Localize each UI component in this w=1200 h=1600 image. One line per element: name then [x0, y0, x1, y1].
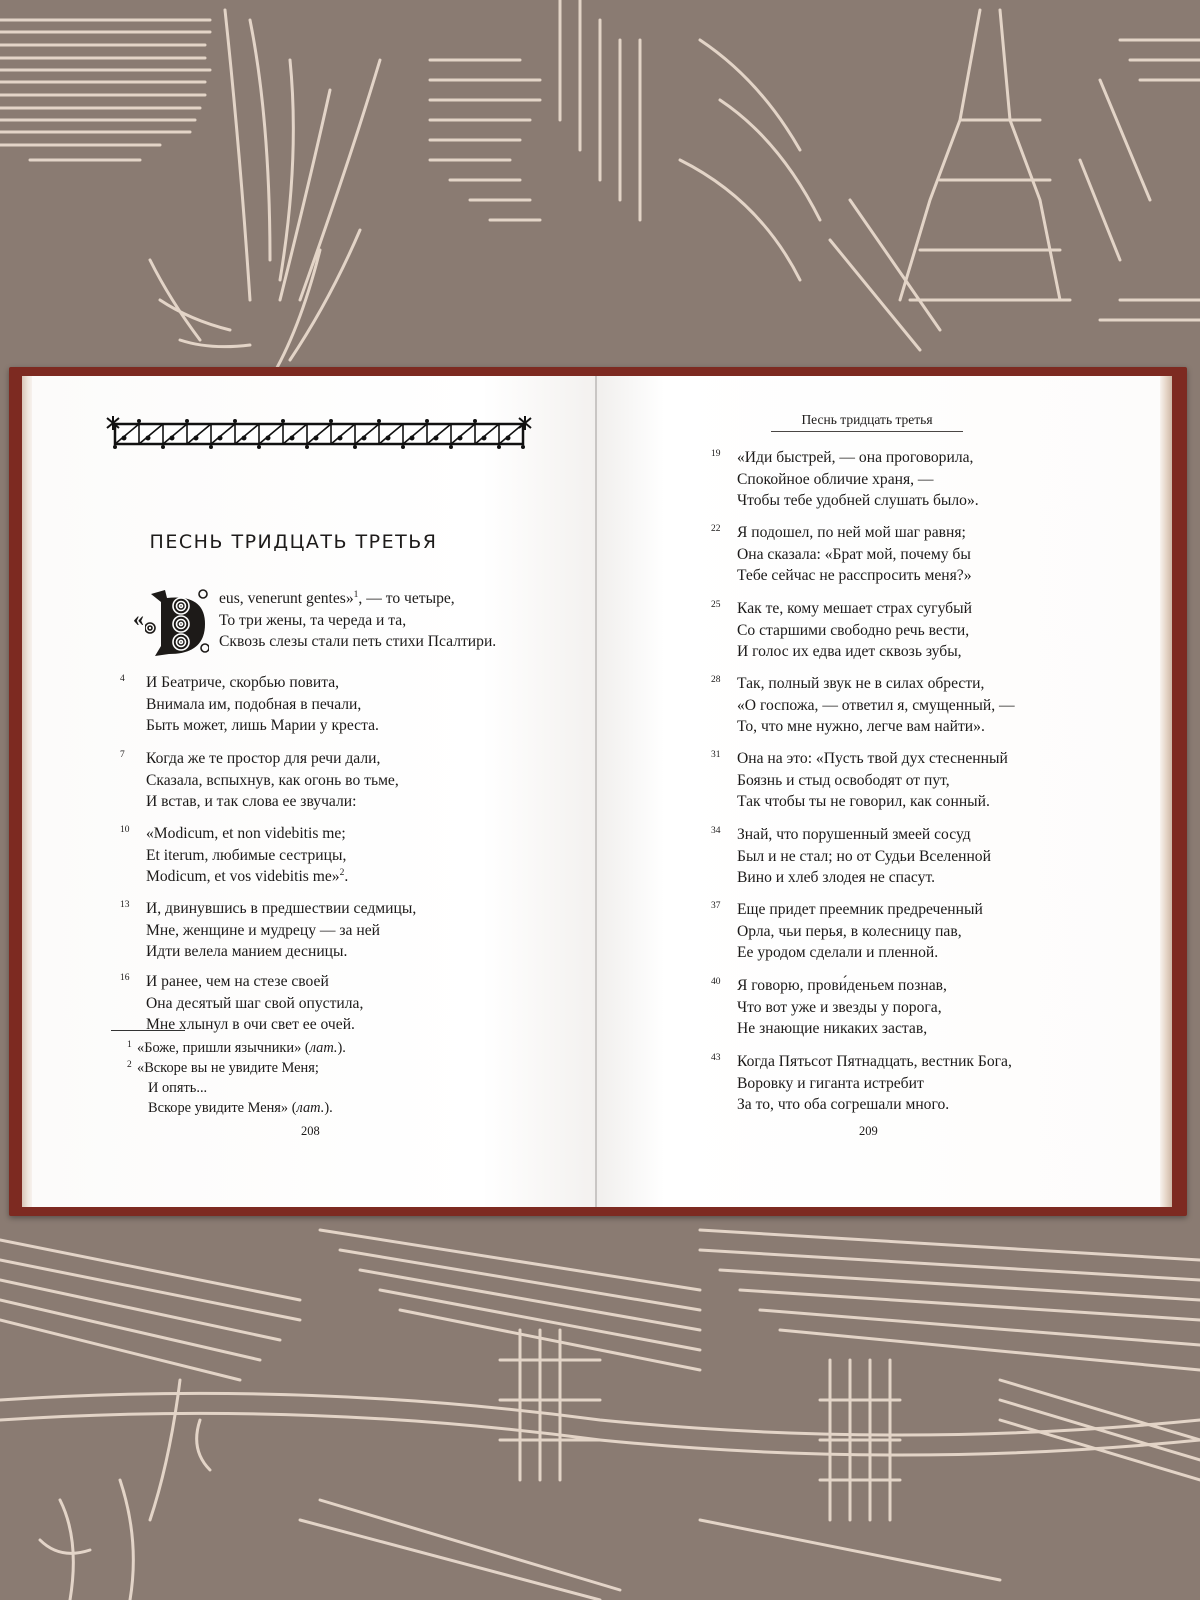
verse-line: Мне, женщине и мудрецу — за ней	[146, 921, 380, 939]
page-number-left: 208	[301, 1124, 320, 1138]
open-quote: «	[133, 606, 144, 631]
footnote-2-line: И опять...	[148, 1080, 208, 1096]
verse-line: То, что мне нужно, легче вам найти».	[737, 718, 985, 735]
stanza-22	[711, 522, 972, 587]
verse-line: eus, venerunt gentes»$^1$, — то четыре,	[219, 590, 455, 607]
verse-line: Она десятый шаг свой опустила,	[146, 994, 364, 1012]
stanza-13	[120, 898, 417, 963]
line-number: 34	[711, 826, 721, 836]
verse-line: Когда Пятьсот Пятнадцать, вестник Бога,	[737, 1053, 1012, 1070]
verse-line: Внимала им, подобная в печали,	[146, 695, 362, 713]
verse-line: И встав, и так слова ее звучали:	[146, 793, 357, 810]
stanza-4	[120, 672, 379, 737]
verse-line: Не знающие никаких застав,	[737, 1020, 928, 1037]
running-head: Песнь тридцать третья	[771, 412, 963, 432]
verse-line: Я подошел, по ней мой шаг равня;	[737, 524, 966, 541]
verse-line: Она сказала: «Брат мой, почему бы	[737, 545, 971, 563]
verse-line: Мне хлынул в очи свет ее очей.	[146, 1016, 355, 1033]
verse-line: Et iterum, любимые сестрицы,	[146, 846, 347, 864]
verse-line: Тебе сейчас не расспросить меня?»	[737, 567, 972, 584]
footnote-ref[interactable]: 2	[339, 868, 345, 878]
verse-line: Спокойное обличие храня, —	[737, 470, 934, 488]
verse-line: Сказала, вспыхнув, как огонь во тьме,	[146, 771, 399, 789]
footnote-1: 1 «Боже, пришли язычники» (лат.).	[137, 1038, 346, 1058]
verse-line: Что вот уже и звезды у порога,	[737, 998, 942, 1016]
verse-line: И, двинувшись в предшествии седмицы,	[146, 900, 417, 917]
footnote-ref[interactable]: 1	[353, 590, 359, 600]
verse-line: Так, полный звук не в силах обрести,	[737, 675, 985, 692]
verse-line: Был и не стал; но от Судьи Вселенной	[737, 847, 991, 865]
verse-line: Идти велела манием десницы.	[146, 943, 348, 960]
verse-line: И ранее, чем на стезе своей	[146, 973, 329, 990]
verse-line: Знай, что порушенный змеей сосуд	[737, 826, 971, 843]
verse-line: «О госпожа, — ответил я, смущенный, —	[737, 696, 1015, 714]
verse-line: И голос их едва идет сквозь зубы,	[737, 643, 962, 660]
ornamental-headpiece	[105, 416, 533, 450]
stanza-10	[120, 823, 349, 888]
page-edges-left	[22, 376, 32, 1207]
line-number: 31	[711, 750, 721, 760]
verse-line: Воровку и гиганта истребит	[737, 1074, 924, 1092]
stanza-31	[711, 748, 1008, 813]
line-number: 19	[711, 449, 721, 459]
stanza-25	[711, 598, 972, 663]
footnote-number: 2	[127, 1060, 132, 1070]
verse-line: И Беатриче, скорбью повита,	[146, 674, 340, 691]
stanza-37	[711, 899, 983, 964]
verse-line: Ее уродом сделали и пленной.	[737, 944, 939, 961]
verse-line: «Иди быстрей, — она проговорила,	[737, 449, 974, 466]
line-number: 43	[711, 1053, 721, 1063]
verse-line: Со старшими свободно речь вести,	[737, 621, 970, 639]
verse-line: Боязнь и стыд освободят от пут,	[737, 771, 950, 789]
verse-line: Как те, кому мешает страх сугубый	[737, 600, 972, 617]
verse-line: Чтобы тебе удобней слушать было».	[737, 492, 979, 509]
book-spread	[32, 376, 1160, 1207]
footnote-divider	[111, 1030, 185, 1031]
verse-line: Орла, чьи перья, в колесницу пав,	[737, 922, 962, 940]
line-number: 22	[711, 524, 721, 534]
left-page	[32, 376, 595, 1207]
verse-line: За то, что оба согрешали много.	[737, 1096, 950, 1113]
stanza-34	[711, 824, 991, 889]
line-number: 7	[120, 750, 125, 760]
open-book	[9, 367, 1187, 1216]
line-number: 10	[120, 825, 130, 835]
verse-line: Я говорю, прови́деньем познав,	[737, 977, 947, 994]
page-number-right: 209	[859, 1124, 878, 1138]
verse-line: Быть может, лишь Марии у креста.	[146, 717, 379, 734]
footnote-2-line: Вскоре увидите Меня» (лат.).	[148, 1100, 333, 1116]
footnote-number: 1	[127, 1040, 132, 1050]
stanza-19	[711, 447, 979, 512]
stanza-16	[120, 971, 364, 1036]
stanza-43	[711, 1051, 1012, 1116]
verse-line: Сквозь слезы стали петь стихи Псалтири.	[219, 633, 497, 650]
ornament-border-icon	[105, 416, 533, 450]
line-number: 16	[120, 973, 130, 983]
verse-line: Вино и хлеб злодея не спасут.	[737, 869, 935, 886]
line-number: 40	[711, 977, 721, 987]
verse-line: Так чтобы ты не говорил, как сонный.	[737, 793, 990, 810]
footnote-2: 2 «Вскоре вы не увидите Меня;	[137, 1058, 346, 1078]
verse-line: «Modicum, et non videbitis me;	[146, 825, 346, 842]
line-number: 37	[711, 901, 721, 911]
verse-line: Когда же те простор для речи дали,	[146, 750, 381, 767]
dropcap-d-icon	[145, 588, 209, 658]
line-number: 4	[120, 674, 125, 684]
verse-line: То три жены, та череда и та,	[219, 611, 407, 629]
stanza-40	[711, 975, 947, 1040]
right-page	[597, 376, 1160, 1207]
line-number: 28	[711, 675, 721, 685]
stanza-7	[120, 748, 399, 813]
verse-line: Еще придет преемник предреченный	[737, 901, 983, 918]
stanza-28	[711, 673, 1015, 738]
footnotes	[127, 1038, 346, 1118]
line-number: 25	[711, 600, 721, 610]
opening-stanza-lines	[219, 588, 496, 653]
page-edges-right	[1160, 376, 1172, 1207]
line-number: 13	[120, 900, 130, 910]
chapter-title: ПЕСНЬ ТРИДЦАТЬ ТРЕТЬЯ	[149, 531, 438, 553]
verse-line: Она на это: «Пусть твой дух стесненный	[737, 750, 1008, 767]
verse-line: Modicum, et vos videbitis me»$^2$.	[146, 868, 349, 885]
